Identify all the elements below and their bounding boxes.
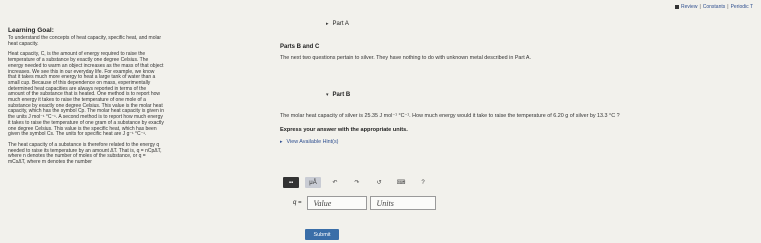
- separator: |: [699, 4, 701, 10]
- units-input[interactable]: Units: [370, 196, 436, 210]
- answer-toolbar: [283, 176, 437, 189]
- reset-icon[interactable]: ↺: [376, 180, 382, 186]
- learning-goal-panel: [8, 27, 164, 243]
- answer-instruction: Express your answer with the appropriate units.: [280, 127, 408, 133]
- undo-icon[interactable]: ↶: [332, 180, 338, 186]
- keyboard-icon[interactable]: ⌨: [396, 180, 406, 186]
- caret-right-icon: ▸: [280, 139, 283, 145]
- review-link[interactable]: Review: [681, 4, 698, 10]
- separator: |: [727, 4, 729, 10]
- view-hints-link[interactable]: [280, 139, 338, 145]
- part-b-toggle[interactable]: [326, 92, 350, 98]
- constants-link[interactable]: Constants: [702, 4, 726, 10]
- redo-icon[interactable]: ↷: [354, 180, 360, 186]
- caret-down-icon: ▾: [326, 92, 329, 98]
- help-icon[interactable]: ?: [421, 179, 425, 186]
- heat-equation-paragraph: The heat capacity of a substance is therefore related to the energy q needed to raise its temperature by an amount ΔT. That is, q = nCpΔT, where n denotes the number of moles of the substance, or q = mCsΔT, where m denotes the number: [8, 141, 162, 166]
- learning-goal-heading: Learning Goal:: [8, 27, 54, 34]
- submit-button[interactable]: Submit: [305, 229, 339, 240]
- question-text: The molar heat capacity of silver is 25.35 J mol⁻¹ °C⁻¹. How much energy would it take to raise the temperature of 6.20 g of silver by 13.3 °C ?: [280, 113, 620, 119]
- part-a-label: Part A: [332, 21, 349, 27]
- value-input[interactable]: Value: [307, 196, 367, 210]
- question-panel: [176, 0, 761, 243]
- parts-bc-heading: Parts B and C: [280, 44, 320, 50]
- parts-bc-description: The next two questions pertain to silver. They have nothing to do with unknown metal described in Part A.: [280, 55, 532, 61]
- part-a-toggle[interactable]: [326, 21, 349, 27]
- caret-right-icon: ▸: [326, 21, 329, 27]
- templates-button[interactable]: ▪▪: [283, 177, 299, 188]
- heat-capacity-paragraph: Heat capacity, C, is the amount of energy required to raise the temperature of a substance by exactly one degree Celsius. The energy needed to warm an object increases as the mass of that object increases. We see this in our everyday life. For example, we know that it takes much more energy to heat a large tank of water than a small cup. Because of this dependence on mass, experimentally determined heat capacities are always reported in terms of the amount of the substance that is heated. One method is to report how much energy it takes to raise the temperature of one mole of a substance by exactly one degree Celsius. This value is the molar heat capacity, which has the symbol Cp. The molar heat capacity is given in the units J mol⁻¹ °C⁻¹. A second method is to report how much energy it takes to raise the temperature of one gram of a substance by exactly one degree Celsius. This value is the specific heat, which has been given the symbol Cs. The units for specific heat are J g⁻¹ °C⁻¹.: [8, 51, 164, 138]
- answer-row: [293, 196, 436, 210]
- periodic-table-link[interactable]: Periodic T: [730, 4, 753, 10]
- part-b-label: Part B: [332, 92, 351, 98]
- answer-label: q =: [293, 200, 302, 206]
- view-hints-label: View Available Hint(s): [286, 139, 339, 145]
- learning-goal-text: To understand the concepts of heat capacity, specific heat, and molar heat capacity.: [8, 35, 162, 47]
- units-button[interactable]: μÅ: [305, 177, 321, 188]
